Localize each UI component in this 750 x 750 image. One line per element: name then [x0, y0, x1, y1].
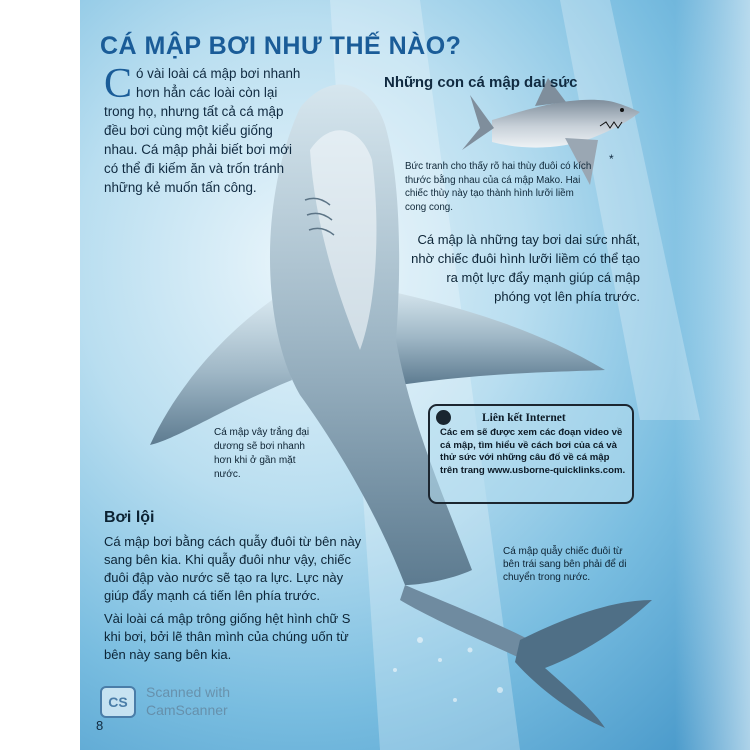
internet-link-text[interactable]: Các em sẽ được xem các đoạn video về cá mập, tìm hiểu về cách bơi của cá và thử sức với những câu đố về cá mập trên trang www.usborne-quicklinks.com.	[440, 427, 626, 476]
intro-text: ó vài loài cá mập bơi nhanh hơn hẳn các loài còn lại trong họ, nhưng tất cả cá mập đều bơi cùng một kiểu giống nhau. Cá mập phải biết bơi mới có thể đi kiếm ăn và trốn tránh những kẻ muốn tấn công.	[104, 66, 301, 195]
strong-sharks-text: Cá mập là những tay bơi dai sức nhất, nhờ chiếc đuôi hình lưỡi liềm có thể tạo ra một lực đẩy mạnh giúp cá mập phóng vọt lên phía trước.	[411, 232, 640, 304]
page-number: 8	[96, 718, 104, 733]
intro-paragraph	[104, 61, 304, 197]
page-title: CÁ MẬP BƠI NHƯ THẾ NÀO?	[100, 32, 462, 60]
swimming-heading: Bơi lội	[104, 509, 155, 526]
internet-link-box[interactable]	[428, 404, 634, 504]
drop-cap: C	[104, 61, 133, 107]
camscanner-logo: CS	[100, 686, 136, 718]
oceanic-shark-caption: Cá mập vây trắng đại dương sẽ bơi nhanh hơn khi ở gần mặt nước.	[214, 427, 310, 480]
swimming-paragraph-2: Vài loài cá mập trông giống hệt hình chữ S khi bơi, bởi lẽ thân mình của chúng uốn từ bên này sang bên kia.	[104, 611, 351, 662]
tail-caption: Cá mập quẫy chiếc đuôi từ bên trái sang bên phải để di chuyển trong nước.	[503, 546, 627, 583]
scanner-line-2: CamScanner	[146, 702, 228, 718]
internet-link-title: Liên kết Internet	[482, 412, 566, 424]
strong-sharks-heading: Những con cá mập dai sức	[384, 74, 578, 91]
swimming-paragraph-1: Cá mập bơi bằng cách quẫy đuôi từ bên này sang bên kia. Khi quẫy đuôi như vậy, chiếc đuôi đập vào nước sẽ tạo ra lực. Lực này giúp đẩy mạnh cá tiến lên phía trước.	[104, 534, 362, 603]
scanner-watermark	[100, 684, 290, 724]
mako-caption: Bức tranh cho thấy rõ hai thùy đuôi có kích thước bằng nhau của cá mập Mako. Hai chiếc thùy này tạo thành hình lưỡi liềm cong cong.	[405, 161, 592, 213]
globe-icon	[436, 410, 451, 425]
star-marker: *	[609, 152, 614, 166]
scanner-line-1: Scanned with	[146, 684, 231, 700]
swimming-text	[104, 533, 370, 669]
